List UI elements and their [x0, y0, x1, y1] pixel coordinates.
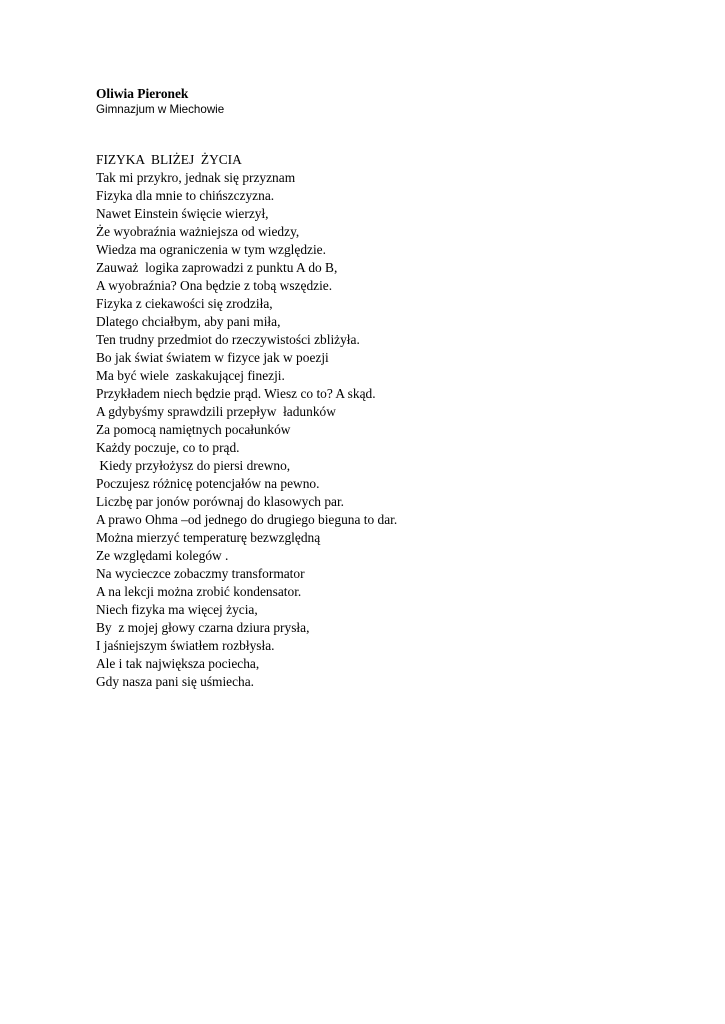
poem-title: FIZYKA BLIŻEJ ŻYCIA	[96, 152, 242, 167]
poem-line: I jaśniejszym światłem rozbłysła.	[96, 638, 275, 653]
poem-line: Kiedy przyłożysz do piersi drewno,	[96, 458, 291, 473]
poem-line: Tak mi przykro, jednak się przyznam	[96, 170, 296, 185]
poem-line: Fizyka dla mnie to chińszczyzna.	[96, 188, 275, 203]
poem-line: Gdy nasza pani się uśmiecha.	[96, 674, 255, 689]
poem-line: Niech fizyka ma więcej życia,	[96, 602, 258, 617]
poem-line: Zauważ logika zaprowadzi z punktu A do B,	[96, 260, 338, 275]
poem-line: Ale i tak największa pociecha,	[96, 656, 260, 671]
poem-line: Fizyka z ciekawości się zrodziła,	[96, 296, 273, 311]
poem-line: Wiedza ma ograniczenia w tym względzie.	[96, 242, 326, 257]
poem-line: Że wyobraźnia ważniejsza od wiedzy,	[96, 224, 300, 239]
poem-line: A wyobraźnia? Ona będzie z tobą wszędzie.	[96, 278, 333, 293]
poem-line: Każdy poczuje, co to prąd.	[96, 440, 240, 455]
poem-line: By z mojej głowy czarna dziura prysła,	[96, 620, 310, 635]
poem-line: Liczbę par jonów porównaj do klasowych par.	[96, 494, 345, 509]
poem-line: A gdybyśmy sprawdzili przepływ ładunków	[96, 404, 336, 419]
poem-line: A na lekcji można zrobić kondensator.	[96, 584, 302, 599]
poem-line: Przykładem niech będzie prąd. Wiesz co to? A skąd.	[96, 386, 376, 401]
poem-line: Bo jak świat światem w fizyce jak w poezji	[96, 350, 329, 365]
poem-line: Ze względami kolegów .	[96, 548, 229, 563]
author-name: Oliwia Pieronek	[96, 86, 189, 101]
poem-line: Dlatego chciałbym, aby pani miła,	[96, 314, 281, 329]
poem-line: Można mierzyć temperaturę bezwzględną	[96, 530, 321, 545]
poem	[96, 151, 397, 691]
poem-line: Nawet Einstein święcie wierzył,	[96, 206, 269, 221]
poem-line: Poczujesz różnicę potencjałów na pewno.	[96, 476, 320, 491]
poem-line: A prawo Ohma –od jednego do drugiego bieguna to dar.	[96, 512, 398, 527]
school-name: Gimnazjum w Miechowie	[96, 103, 225, 116]
poem-line: Za pomocą namiętnych pocałunków	[96, 422, 291, 437]
poem-line: Ma być wiele zaskakującej finezji.	[96, 368, 285, 383]
document-page	[96, 86, 696, 689]
poem-line: Na wycieczce zobaczmy transformator	[96, 566, 305, 581]
poem-line: Ten trudny przedmiot do rzeczywistości zbliżyła.	[96, 332, 360, 347]
